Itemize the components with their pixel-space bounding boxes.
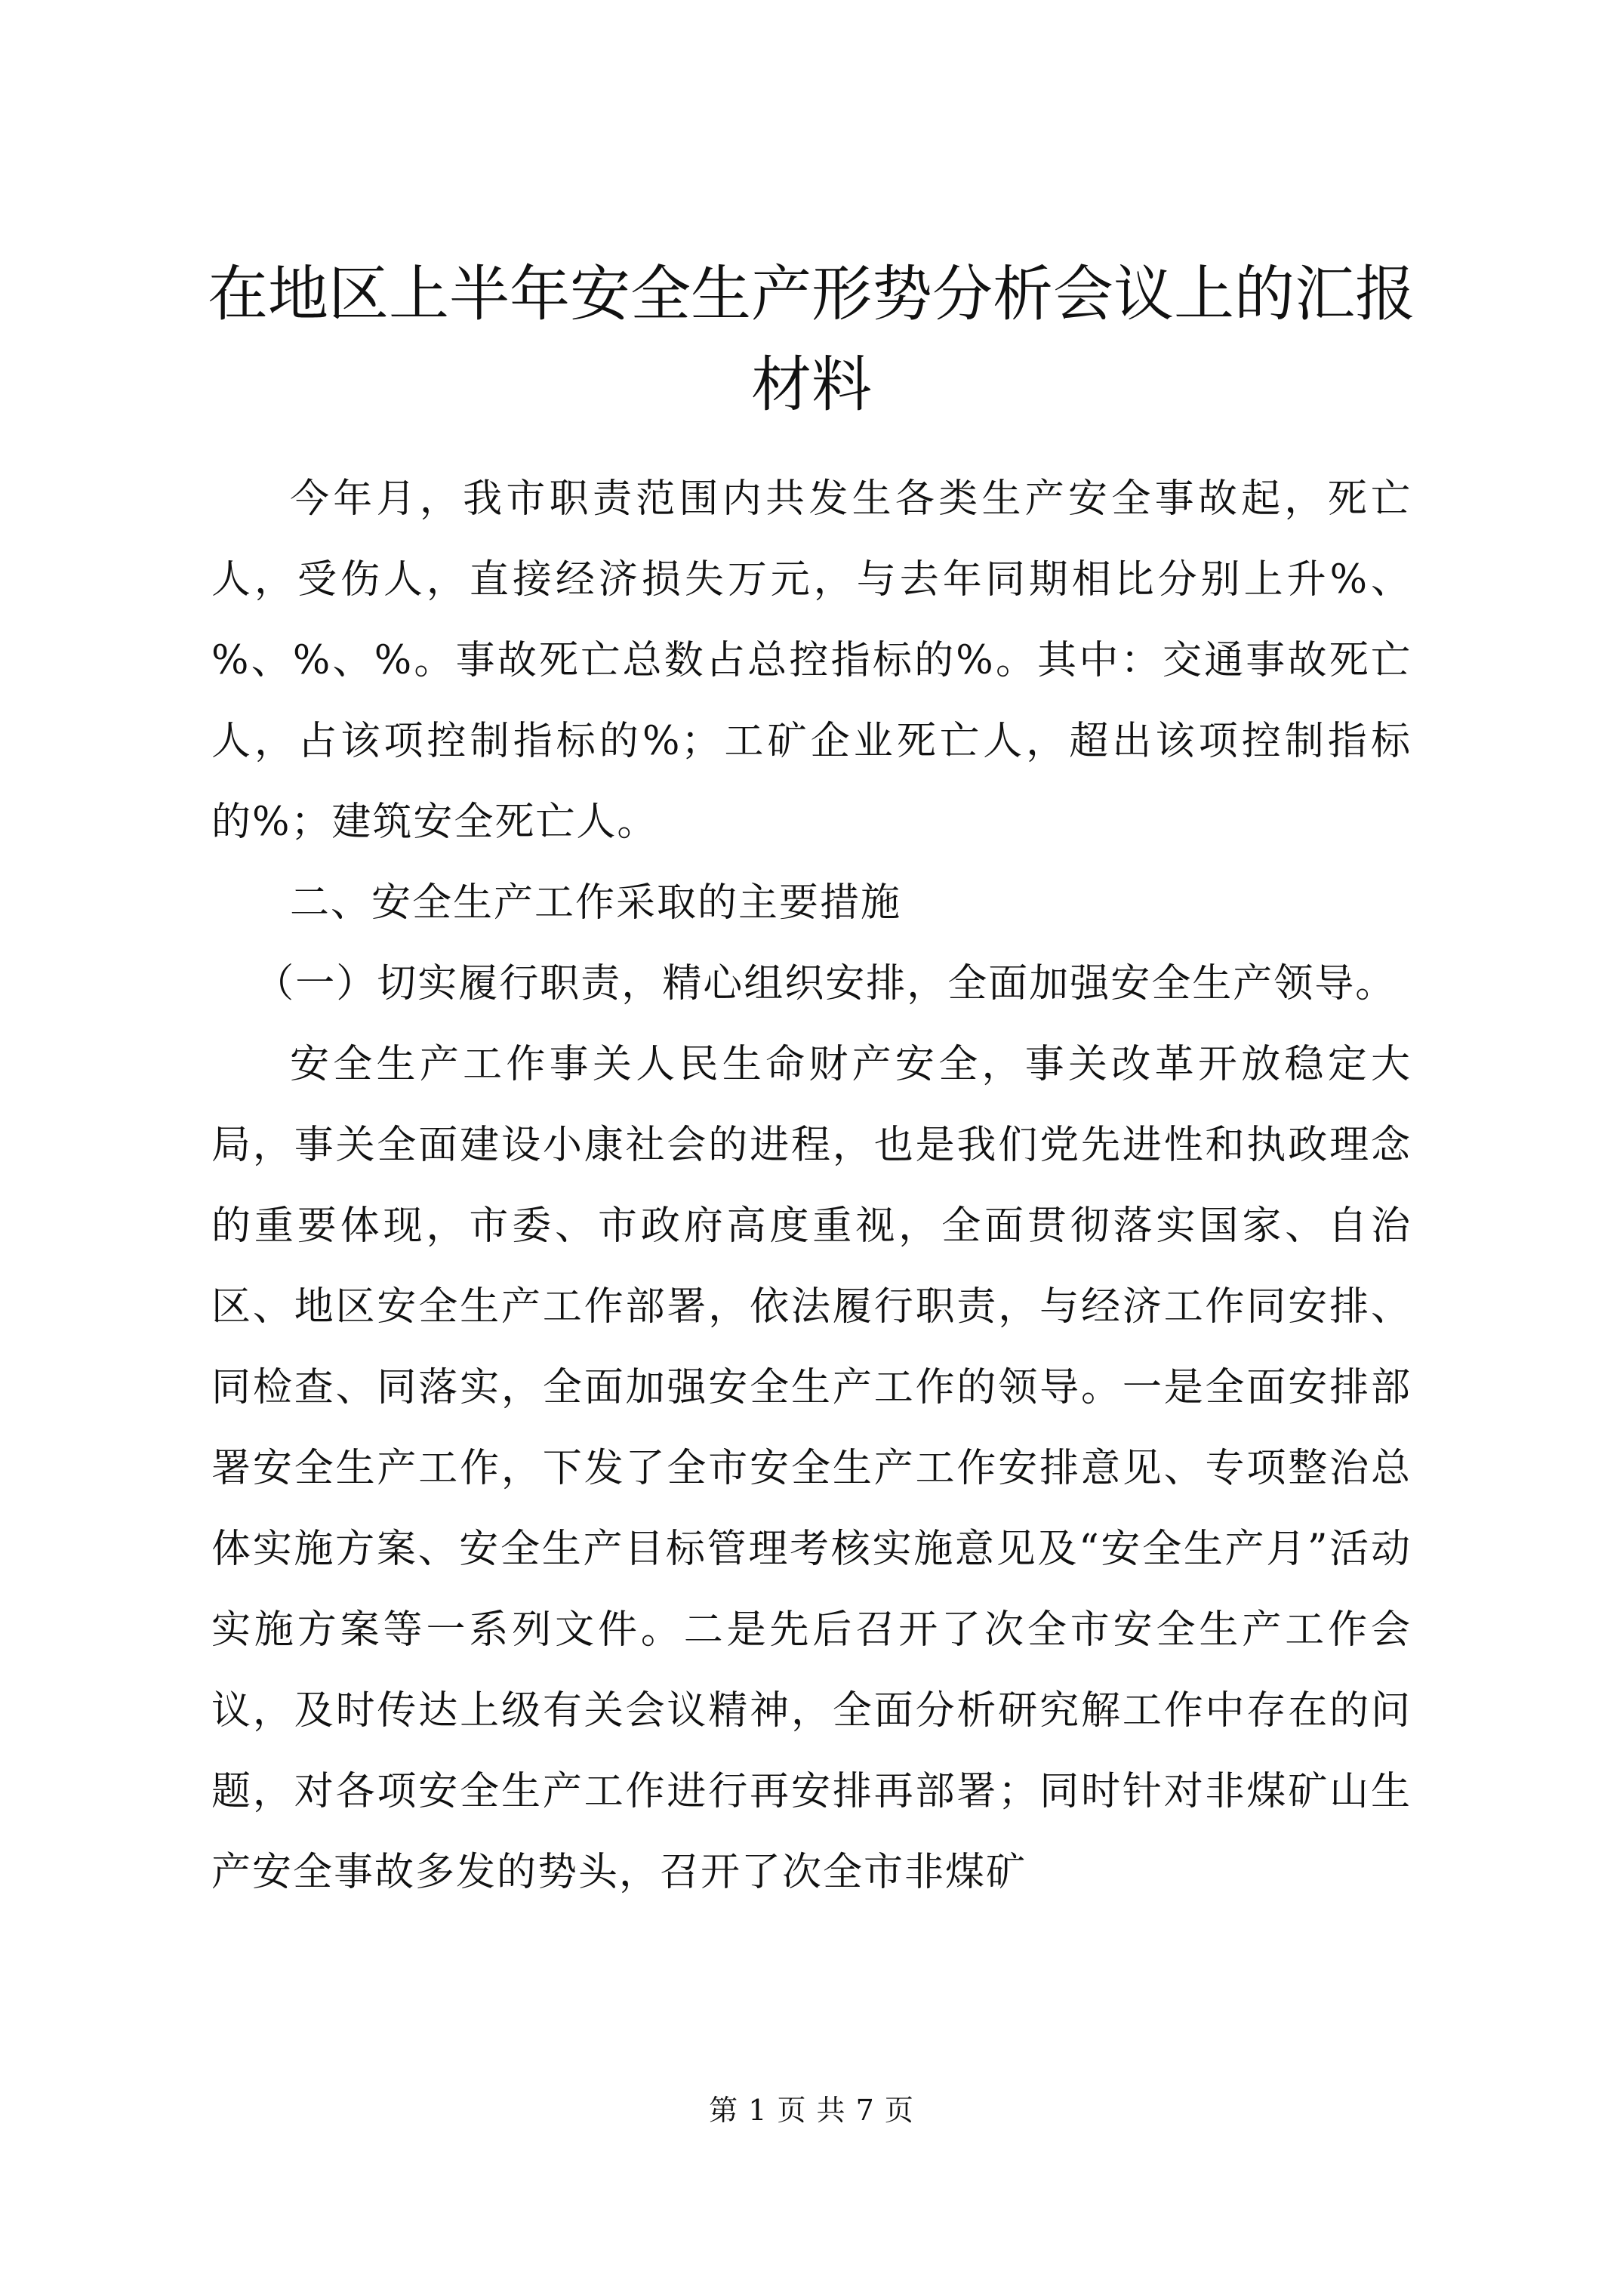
document-body <box>211 459 1412 1913</box>
document-title: 在地区上半年安全生产形势分析会议上的汇报材料 <box>208 259 1415 420</box>
paragraph-accident-summary: 今年月，我市职责范围内共发生各类生产安全事故起，死亡人，受伤人，直接经济损失万元，与去年同期相比分别上升%、%、%、%。事故死亡总数占总控指标的%。其中：交通事故死亡人，占该项控制指标的%；工矿企业死亡人，超出该项控制指标的%；建筑安全死亡人。 <box>211 476 1412 845</box>
section-heading-measures: 二、安全生产工作采取的主要措施 <box>290 880 902 926</box>
paragraph-leadership-details: 安全生产工作事关人民生命财产安全，事关改革开放稳定大局，事关全面建设小康社会的进程，也是我们党先进性和执政理念的重要体现，市委、市政府高度重视，全面贯彻落实国家、自治区、地区安全生产工作部署，依法履行职责，与经济工作同安排、同检查、同落实，全面加强安全生产工作的领导。一是全面安排部署安全生产工作，下发了全市安全生产工作安排意见、专项整治总体实施方案、安全生产目标管理考核实施意见及“安全生产月”活动实施方案等一系列文件。二是先后召开了次全市安全生产工作会议，及时传达上级有关会议精神，全面分析研究解工作中存在的问题，对各项安全生产工作进行再安排再部署；同时针对非煤矿山生产安全事故多发的势头，召开了次全市非煤矿 <box>211 1042 1412 1895</box>
page-footer: 第 1 页 共 7 页 <box>709 2094 914 2127</box>
subsection-heading-leadership: （一）切实履行职责，精心组织安排，全面加强安全生产领导。 <box>254 961 1397 1006</box>
